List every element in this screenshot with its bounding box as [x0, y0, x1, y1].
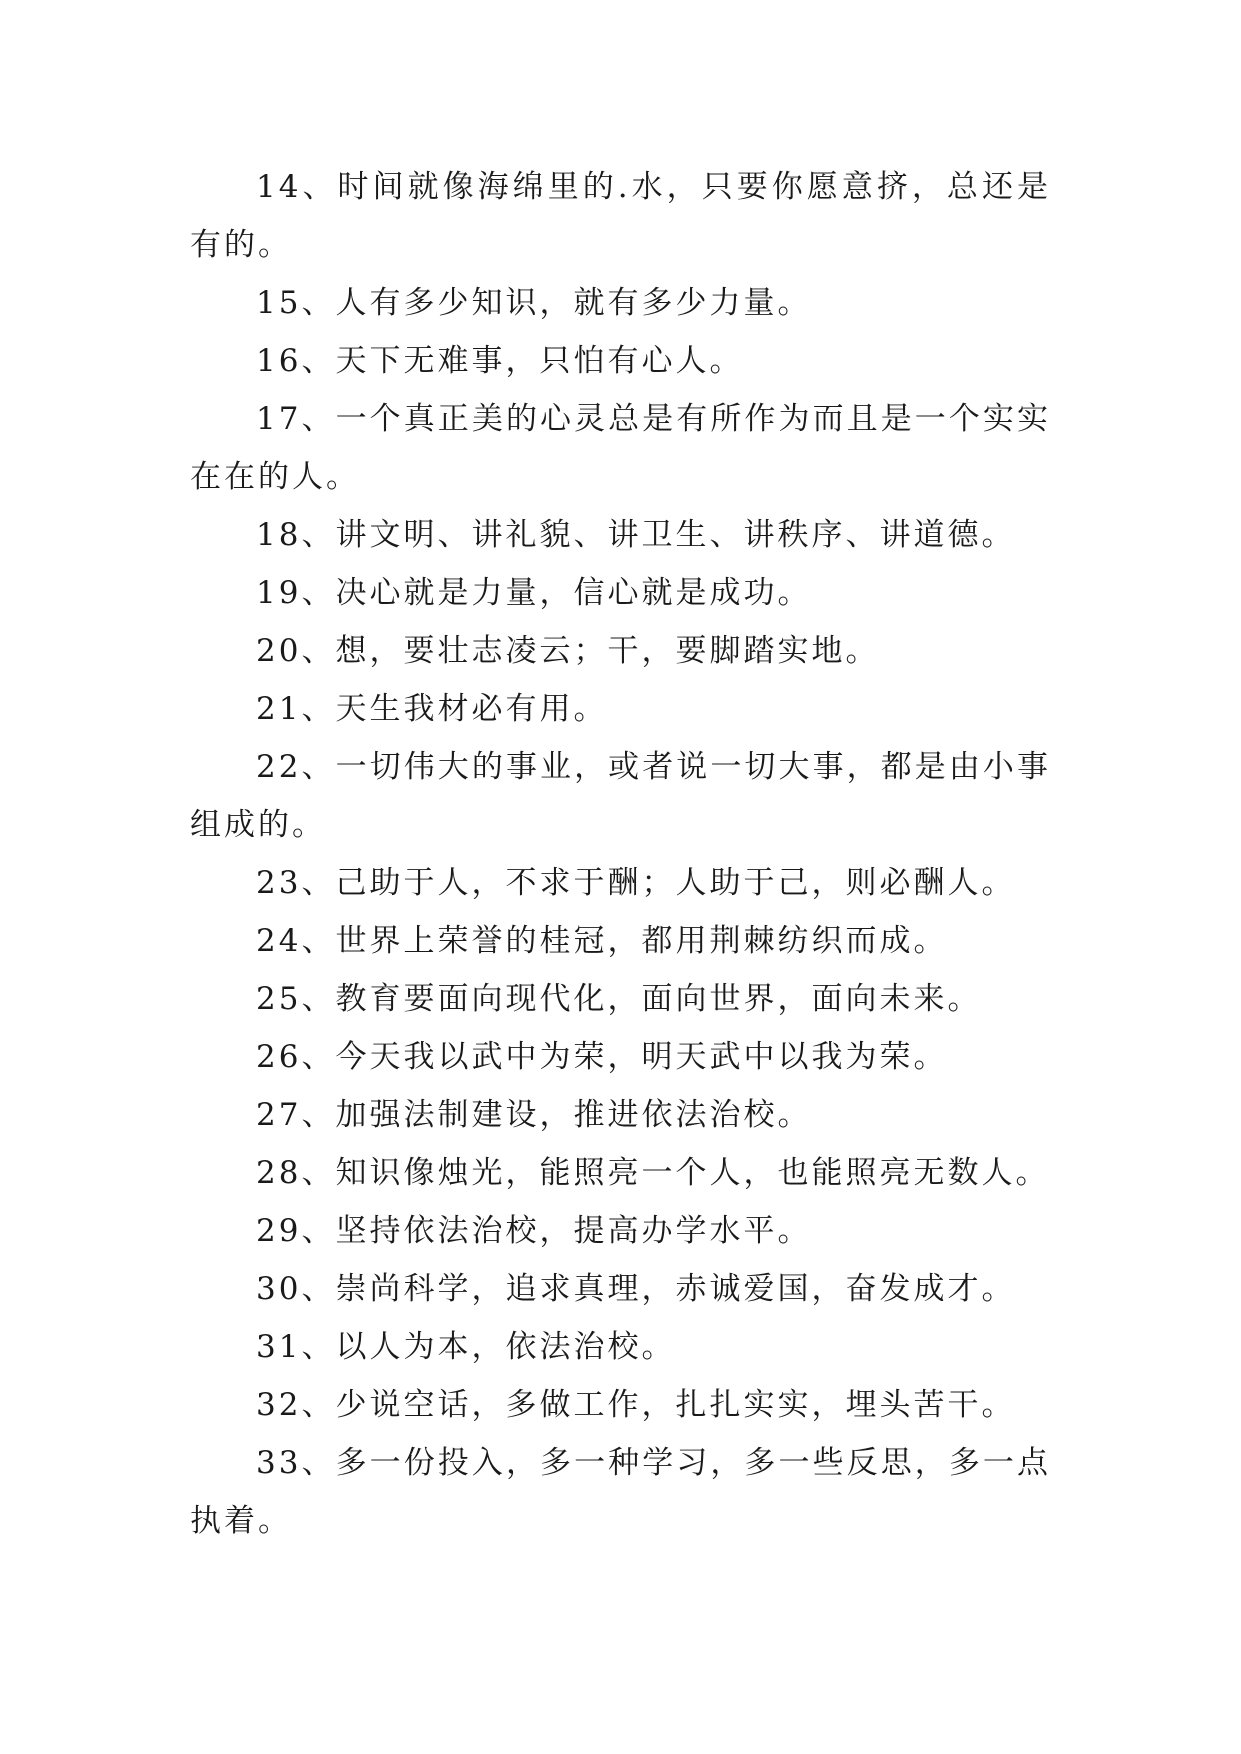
- quote-line: 15、人有多少知识，就有多少力量。: [256, 285, 812, 321]
- quote-line: 25、教育要面向现代化，面向世界，面向未来。: [256, 981, 982, 1017]
- quote-line: 29、坚持依法治校，提高办学水平。: [256, 1213, 812, 1249]
- quote-line: 21、天生我材必有用。: [256, 691, 608, 727]
- quote-line: 17、一个真正美的心灵总是有所作为而且是一个实实在在的人。: [190, 401, 1051, 495]
- quote-line: 27、加强法制建设，推进依法治校。: [256, 1097, 812, 1133]
- quote-line: 20、想，要壮志凌云；干，要脚踏实地。: [256, 633, 880, 669]
- quote-line: 30、崇尚科学，追求真理，赤诚爱国，奋发成才。: [256, 1271, 1016, 1307]
- document-body: [190, 158, 1051, 1550]
- quote-line: 23、己助于人，不求于酬；人助于己，则必酬人。: [256, 865, 1016, 901]
- quote-line: 24、世界上荣誉的桂冠，都用荆棘纺织而成。: [256, 923, 948, 959]
- quote-line: 26、今天我以武中为荣，明天武中以我为荣。: [256, 1039, 948, 1075]
- quote-line: 14、时间就像海绵里的.水，只要你愿意挤，总还是有的。: [190, 169, 1051, 263]
- quote-line: 19、决心就是力量，信心就是成功。: [256, 575, 812, 611]
- quote-line: 22、一切伟大的事业，或者说一切大事，都是由小事组成的。: [190, 749, 1051, 843]
- quote-line: 16、天下无难事，只怕有心人。: [256, 343, 744, 379]
- quote-line: 33、多一份投入，多一种学习，多一些反思，多一点执着。: [190, 1445, 1051, 1539]
- quote-line: 31、以人为本，依法治校。: [256, 1329, 676, 1365]
- quote-line: 18、讲文明、讲礼貌、讲卫生、讲秩序、讲道德。: [256, 517, 1016, 553]
- quote-line: 32、少说空话，多做工作，扎扎实实，埋头苦干。: [256, 1387, 1016, 1423]
- quote-line: 28、知识像烛光，能照亮一个人，也能照亮无数人。: [256, 1155, 1050, 1191]
